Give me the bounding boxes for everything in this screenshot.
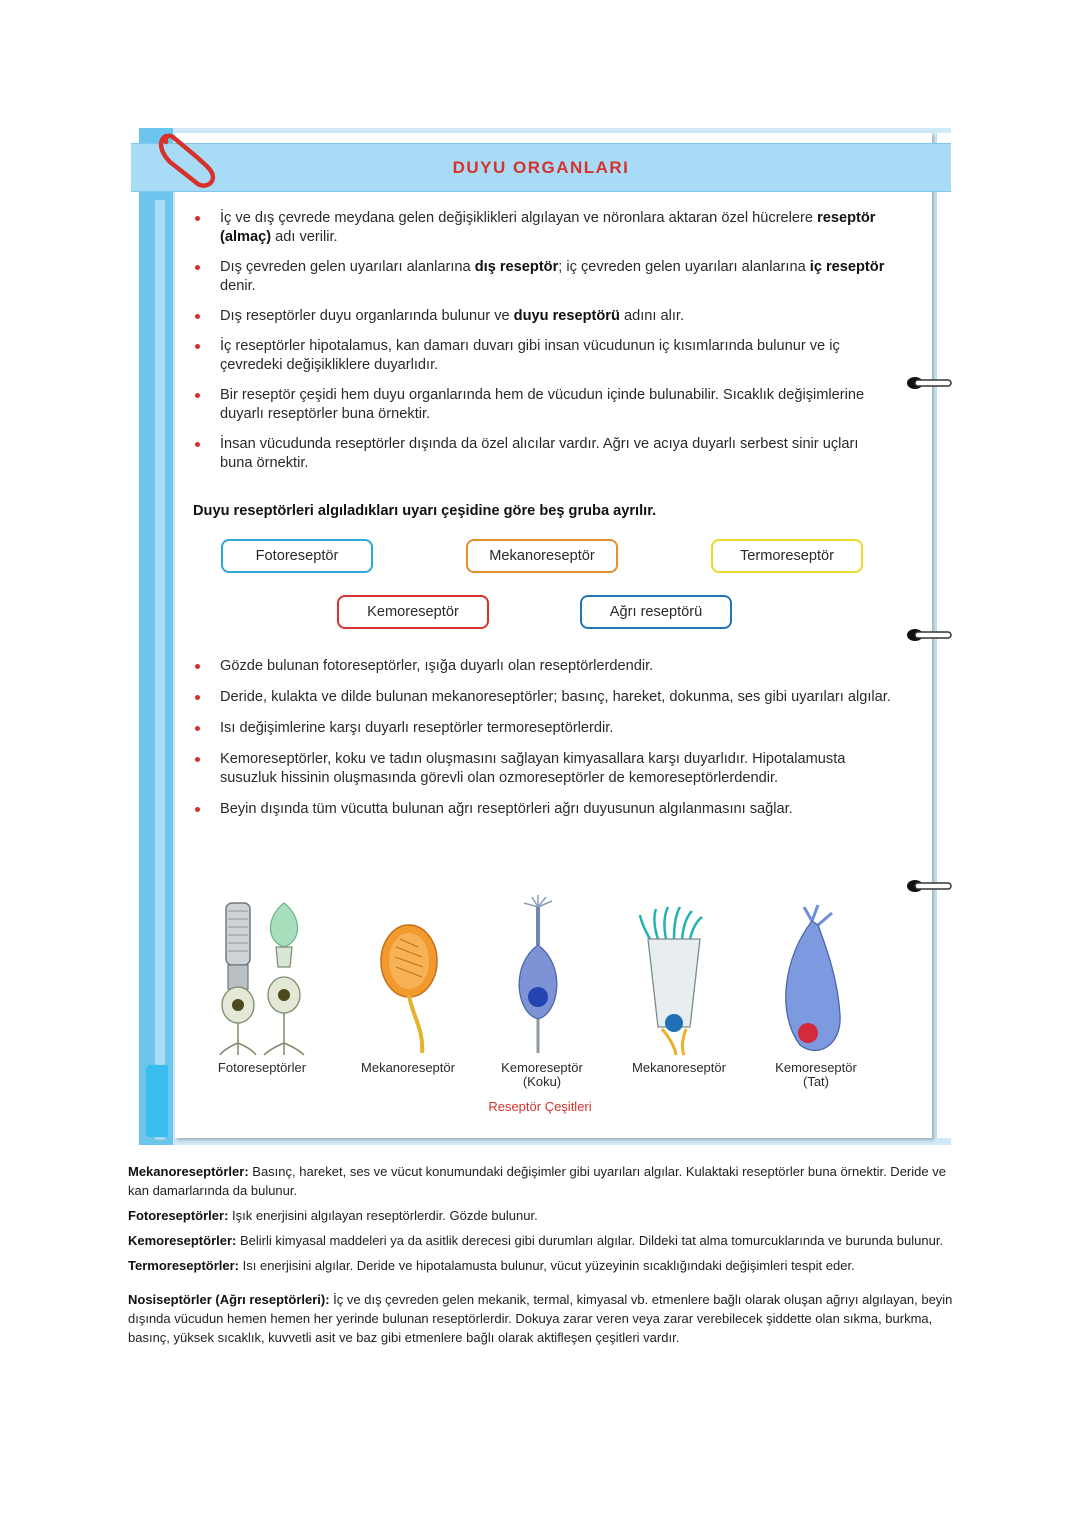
caption-fotoreseptorler: Fotoreseptörler bbox=[217, 1060, 307, 1075]
rod-cell-illustration bbox=[220, 903, 256, 1055]
hair-cell-mechanoreceptor-illustration bbox=[640, 907, 702, 1055]
receptor-groups-intro: Duyu reseptörleri algıladıkları uyarı çeşidine göre beş gruba ayrılır. bbox=[193, 503, 657, 519]
notebook-tab bbox=[146, 1065, 168, 1137]
mechanoreceptor-illustration bbox=[381, 925, 437, 1053]
definition-nosiseptorler: Nosiseptörler (Ağrı reseptörleri): İç ve dış çevreden gelen mekanik, termal, kimyasal vb. etmenlere bağlı olarak oluşan ağrıyı algılayan, beyin dışında vücudun hemen hemen her yerinde bulunan reseptörlerdir. Dokuya zarar veren veya zarar verebilecek şiddette olan sıkma, burkma, basınç, yüksek sıcaklık, kuvvetli asit ve baz gibi etmenlere bağlı olarak aktifleşen çeşitleri vardır. bbox=[128, 1292, 953, 1345]
list-item: Deride, kulakta ve dilde bulunan mekanoreseptörler; basınç, hareket, dokunma, ses gibi uyarıları algılar. bbox=[192, 688, 892, 707]
definition-kemoreseptorler: Kemoreseptörler: Belirli kimyasal maddeleri ya da asitlik derecesi gibi durumları algılar. Dildeki tat alma tomurcuklarında ve burunda bulunur. bbox=[128, 1233, 944, 1248]
binder-ring-icon bbox=[905, 374, 953, 392]
binder-ring-icon bbox=[905, 626, 953, 644]
list-item: Kemoreseptörler, koku ve tadın oluşmasını sağlayan kimyasallara karşı duyarlıdır. Hipotalamusta susuzluk hissinin oluşmasında görevli olan ozmoreseptörler de kemoreseptörlerdendir. bbox=[192, 750, 892, 788]
figure-title: Reseptör Çeşitleri bbox=[488, 1099, 592, 1114]
list-item: İnsan vücudunda reseptörler dışında da özel alıcılar vardır. Ağrı ve acıya duyarlı serbest sinir uçları buna örnektir. bbox=[192, 435, 892, 473]
definition-fotoreseptorler: Fotoreseptörler: Işık enerjisini algılayan reseptörlerdir. Gözde bulunur. bbox=[128, 1208, 538, 1223]
caption-kemoreseptor-koku: Kemoreseptör (Koku) bbox=[501, 1060, 583, 1089]
olfactory-chemoreceptor-illustration bbox=[519, 895, 557, 1053]
binder-ring-icon bbox=[905, 877, 953, 895]
cone-cell-illustration bbox=[264, 903, 304, 1055]
list-item: Isı değişimlerine karşı duyarlı reseptörler termoreseptörlerdir. bbox=[192, 719, 892, 738]
paperclip-icon bbox=[152, 128, 222, 190]
list-item: Gözde bulunan fotoreseptörler, ışığa duyarlı olan reseptörlerdendir. bbox=[192, 657, 892, 676]
caption-kemoreseptor-tat: Kemoreseptör (Tat) bbox=[775, 1060, 857, 1089]
list-item: Beyin dışında tüm vücutta bulunan ağrı reseptörleri ağrı duyusunun algılanmasını sağlar. bbox=[192, 800, 892, 819]
bullet-list-top bbox=[192, 209, 892, 473]
receptor-box-termoreseptor: Termoreseptör bbox=[711, 539, 863, 573]
page-title: DUYU ORGANLARI bbox=[452, 158, 630, 177]
receptor-box-mekanoreseptor: Mekanoreseptör bbox=[466, 539, 618, 573]
definition-mekanoreseptorler: Mekanoreseptörler: Basınç, hareket, ses ve vücut konumundaki değişimler gibi uyarıları algılar. Kulaktaki reseptörler buna örnektir. Deride ve kan damarlarında da bulunur. bbox=[128, 1164, 946, 1198]
list-item: Bir reseptör çeşidi hem duyu organlarında hem de vücudun içinde bulunabilir. Sıcaklık değişimlerine duyarlı reseptörler buna örnektir. bbox=[192, 386, 892, 424]
caption-mekanoreseptor-2: Mekanoreseptör bbox=[632, 1060, 726, 1075]
receptor-box-kemoreseptor: Kemoreseptör bbox=[337, 595, 489, 629]
bullet-list-bottom bbox=[192, 657, 892, 819]
taste-chemoreceptor-illustration bbox=[786, 905, 840, 1050]
list-item: Dış reseptörler duyu organlarında bulunur ve duyu reseptörü adını alır. bbox=[192, 307, 892, 326]
list-item: İç reseptörler hipotalamus, kan damarı duvarı gibi insan vücudunun iç kısımlarında bulunur ve iç çevredeki değişikliklere duyarlıdır. bbox=[192, 337, 892, 375]
definition-termoreseptorler: Termoreseptörler: Isı enerjisini algılar. Deride ve hipotalamusta bulunur, vücut yüzeyinin sıcaklığındaki değişimleri tespit eder. bbox=[128, 1258, 855, 1273]
list-item: İç ve dış çevrede meydana gelen değişiklikleri algılayan ve nöronlara aktaran özel hücrelere reseptör (almaç) adı verilir. bbox=[192, 209, 892, 247]
list-item: Dış çevreden gelen uyarıları alanlarına dış reseptör; iç çevreden gelen uyarıları alanlarına iç reseptör denir. bbox=[192, 258, 892, 296]
caption-mekanoreseptor-1: Mekanoreseptör bbox=[361, 1060, 455, 1075]
receptor-box-fotoreseptor: Fotoreseptör bbox=[221, 539, 373, 573]
receptor-box-agri-reseptoru: Ağrı reseptörü bbox=[580, 595, 732, 629]
receptor-illustrations bbox=[200, 895, 920, 1065]
notebook-spine-strip bbox=[155, 200, 165, 1140]
